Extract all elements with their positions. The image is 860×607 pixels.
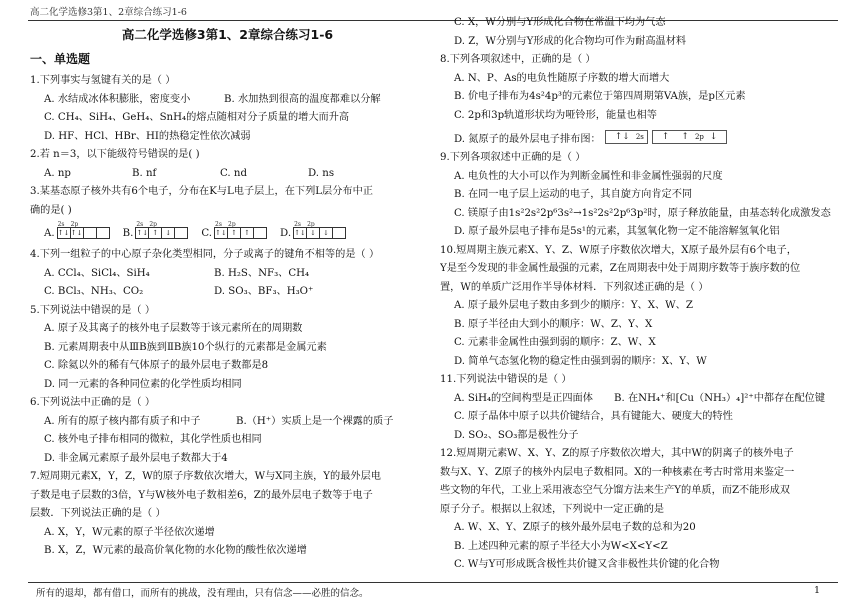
page-number: 1	[813, 585, 820, 596]
q5-option-a: A. 原子及其离子的核外电子层数等于该元素所在的周期数	[44, 323, 303, 334]
q8-option-a: A. N、P、As的电负性随原子序数的增大而增大	[454, 72, 670, 84]
q1-stem: 1.下列事实与氢键有关的是（ ）	[30, 75, 176, 86]
q8-option-c: C. 2p和3p轨道形状均为哑铃形，能量也相等	[454, 109, 657, 121]
q1-option-b: B. 水加热到很高的温度都难以分解	[224, 93, 381, 105]
q5-stem: 5.下列说法中错误的是（ ）	[30, 304, 156, 316]
q8-stem: 8.下列各项叙述中，正确的是（ ）	[440, 54, 596, 65]
q6-option-b: B.（H⁺）实质上是一个裸露的质子	[236, 415, 394, 427]
q11-stem: 11.下列说法中错误的是（ ）	[440, 374, 572, 385]
orbital-box: 2p ↑↓	[70, 221, 83, 237]
footer-motto: 所有的退却，都有借口，而所有的挑战，没有理由，只有信念——必胜的信念。	[36, 588, 369, 599]
q10-stem-line2: Y是至今发现的非金属性最强的元素，Z在周期表中处于周期序数等于族序数的位	[440, 263, 801, 274]
q3-option-b: B. 2s ↑↓ 2p ↑ ↓	[123, 227, 188, 239]
q7-option-b: B. X，Z，W元素的最高价氧化物的水化物的酸性依次递增	[44, 545, 307, 556]
orbital-box	[174, 227, 188, 239]
q9-option-c: C. 镁原子由1s²2s²2p⁶3s²→1s²2s²2p⁶3p²时，原子释放能量，由基态转化成激发态	[454, 207, 831, 219]
running-header: 高二化学选修3第1、2章综合练习1-6	[30, 7, 187, 18]
q10-option-a: A. 原子最外层电子数由多到少的顺序：Y、X、W、Z	[454, 300, 693, 311]
q9-option-a: A. 电负性的大小可以作为判断金属性和非金属性强弱的尺度	[454, 170, 723, 182]
q3-options	[30, 220, 425, 246]
footer-rule	[28, 582, 838, 583]
q5-option-d: D. 同一元素的各种同位素的化学性质均相同	[44, 378, 242, 390]
orbital-box: 2s ↑↓	[136, 221, 149, 237]
q12-stem-line3: 些文物的年代，工业上采用液态空气分馏方法来生产Y的单质，而Z不能形成双	[440, 485, 790, 496]
q7-option-c: C. X，W分别与Y形成化合物在常温下均为气态	[454, 17, 666, 28]
q9-option-d: D. 原子最外层电子排布是5s¹的元素，其氢氧化物一定不能溶解氢氧化铝	[454, 226, 780, 237]
q6-options-ab	[30, 413, 425, 432]
q7-stem-line2: 子数是电子层数的3倍，Y与W核外电子数相差6，Z的最外层电子数等于电子	[30, 489, 373, 501]
q2-option-c: C. nd	[220, 167, 247, 179]
q10-stem-line1: 10.短周期主族元素X、Y、Z、W原子序数依次增大，X原子最外层有6个电子，	[440, 244, 797, 256]
q4-option-b: B. H₂S、NF₃、CH₄	[214, 267, 310, 279]
q6-option-d: D. 非金属元素原子最外层电子数都大于4	[44, 452, 228, 464]
q4-options-cd	[30, 283, 425, 302]
q4-option-a: A. CCl₄、SiCl₄、SiH₄	[44, 267, 150, 279]
q10-option-d: D. 简单气态氢化物的稳定性由强到弱的顺序：X、Y、W	[454, 355, 707, 367]
q3-option-d: D. 2s ↑↓ 2p ↓ ↓	[280, 227, 345, 239]
q11-option-a: A. SiH₄的空间构型是正四面体	[454, 392, 593, 404]
q8-option-b: B. 价电子排布为4s²4p³的元素位于第四周期第VA族，是p区元素	[454, 91, 746, 102]
q5-option-b: B. 元素周期表中从ⅢB族到ⅡB族10个纵行的元素都是金属元素	[44, 341, 327, 353]
orbital-box: 2s ↑↓	[57, 221, 70, 237]
q9-option-b: B. 在同一电子层上运动的电子，其自旋方向肯定不同	[454, 189, 693, 200]
q12-stem-line4: 原子分子。根据以上叙述，下列说中一定正确的是	[440, 503, 665, 515]
q12-stem-line1: 12.短周期元素W、X、Y、Z的原子序数依次增大，其中W的阴离子的核外电子	[440, 448, 794, 459]
q12-option-a: A. W、X、Y、Z原子的核外最外层电子数的总和为20	[454, 522, 696, 533]
q12-option-c: C. W与Y可形成既含极性共价键又含非极性共价键的化合物	[454, 559, 720, 570]
q1-options-ab	[30, 91, 425, 110]
q2-option-b: B. nf	[132, 167, 157, 179]
q7-stem-line1: 7.短周期元素X，Y，Z，W的原子序数依次增大，W与X同主族，Y的最外层电	[30, 471, 381, 482]
q8-option-d	[440, 125, 840, 149]
q6-option-a: A. 所有的原子核内都有质子和中子	[44, 415, 201, 427]
right-column	[440, 14, 840, 575]
orbital-box	[96, 227, 110, 239]
q11-option-c: C. 原子晶体中原子以共价键结合，具有键能大、硬度大的特性	[454, 411, 733, 422]
q2-option-d: D. ns	[308, 167, 335, 179]
q2-option-a: A. np	[44, 167, 71, 179]
q4-options-ab	[30, 265, 425, 284]
q6-stem: 6.下列说法中正确的是（ ）	[30, 397, 156, 408]
section-heading: 一、单选题	[30, 52, 91, 66]
q7-option-d: D. Z，W分别与Y形成的化合物均可作为耐高温材料	[454, 35, 687, 47]
orbital-box	[332, 227, 346, 239]
orbital-box: ↑	[240, 227, 254, 239]
q3-stem-line1: 3.某基态原子核外共有6个电子，分布在K与L电子层上，在下列L层分布中正	[30, 186, 373, 197]
q11-option-b: B. 在NH₄⁺和[Cu（NH₃）₄]²⁺中都存在配位键	[614, 392, 826, 404]
q11-options-ab	[440, 390, 840, 409]
q6-option-c: C. 核外电子排布相同的微粒，其化学性质也相同	[44, 434, 262, 445]
left-column	[30, 24, 425, 561]
q12-stem-line2: 数与X、Y、Z原子的核外内层电子数相同。X的一种核素在考古时常用来鉴定一	[440, 466, 795, 478]
q4-option-d: D. SO₃、BF₃、H₃O⁺	[214, 286, 314, 297]
orbital-box: 2p ↑	[227, 227, 241, 239]
q7-stem-line3: 层数．下列说法正确的是（ ）	[30, 508, 166, 519]
q8-option-d-text: D. 氮原子的最外层电子排布图：	[454, 133, 601, 145]
q7-option-a: A. X，Y，W元素的原子半径依次递增	[44, 526, 215, 538]
orbital-box	[83, 227, 97, 239]
q4-option-c: C. BCl₃、NH₃、CO₂	[44, 286, 144, 297]
orbital-box	[253, 227, 267, 239]
q2-stem: 2.若 n＝3，以下能级符号错误的是( )	[30, 149, 200, 160]
q4-stem: 4.下列一组粒子的中心原子杂化类型相同，分子或离子的键角不相等的是（ ）	[30, 249, 380, 260]
orbital-diagram-2s: ↑↓ 2s	[605, 130, 648, 144]
q10-stem-line3: 置，W的单质广泛用作半导体材料．下列叙述正确的是（ ）	[440, 281, 709, 293]
q10-option-b: B. 原子半径由大到小的顺序：W、Z、Y、X	[454, 318, 653, 330]
q12-option-b: B. 上述四种元素的原子半径大小为W<X<Y<Z	[454, 540, 668, 552]
orbital-box: 2p ↑	[148, 227, 162, 239]
q9-stem: 9.下列各项叙述中正确的是（ ）	[440, 152, 586, 163]
q3-stem-line2: 确的是( )	[30, 204, 72, 216]
q5-option-c: C. 除氦以外的稀有气体原子的最外层电子数都是8	[44, 360, 269, 371]
orbital-box: 2s ↑↓	[215, 221, 227, 237]
orbital-box: ↓	[161, 227, 175, 239]
orbital-box: 2p ↓	[306, 227, 320, 239]
q3-option-c: C. 2s ↑↓ 2p ↑ ↑	[201, 227, 266, 239]
q1-option-a: A. 水结成冰体积膨胀，密度变小	[44, 93, 191, 105]
orbital-diagram-2p: ↑ ↑ 2p ↓	[652, 130, 728, 144]
q11-option-d: D. SO₂、SO₃都是极性分子	[454, 429, 579, 441]
orbital-box: ↓	[319, 227, 333, 239]
orbital-box: 2s ↑↓	[294, 221, 306, 237]
q2-options	[30, 165, 425, 184]
q3-option-a: A. 2s ↑↓ 2p ↑↓	[44, 227, 109, 239]
q1-option-c: C. CH₄、SiH₄、GeH₄、SnH₄的熔点随相对分子质量的增大而升高	[44, 112, 350, 123]
q10-option-c: C. 元素非金属性由强到弱的顺序：Z、W、X	[454, 337, 656, 348]
q1-option-d: D. HF、HCl、HBr、HI的热稳定性依次减弱	[44, 130, 251, 142]
document-title: 高二化学选修3第1、2章综合练习1-6	[121, 27, 334, 42]
